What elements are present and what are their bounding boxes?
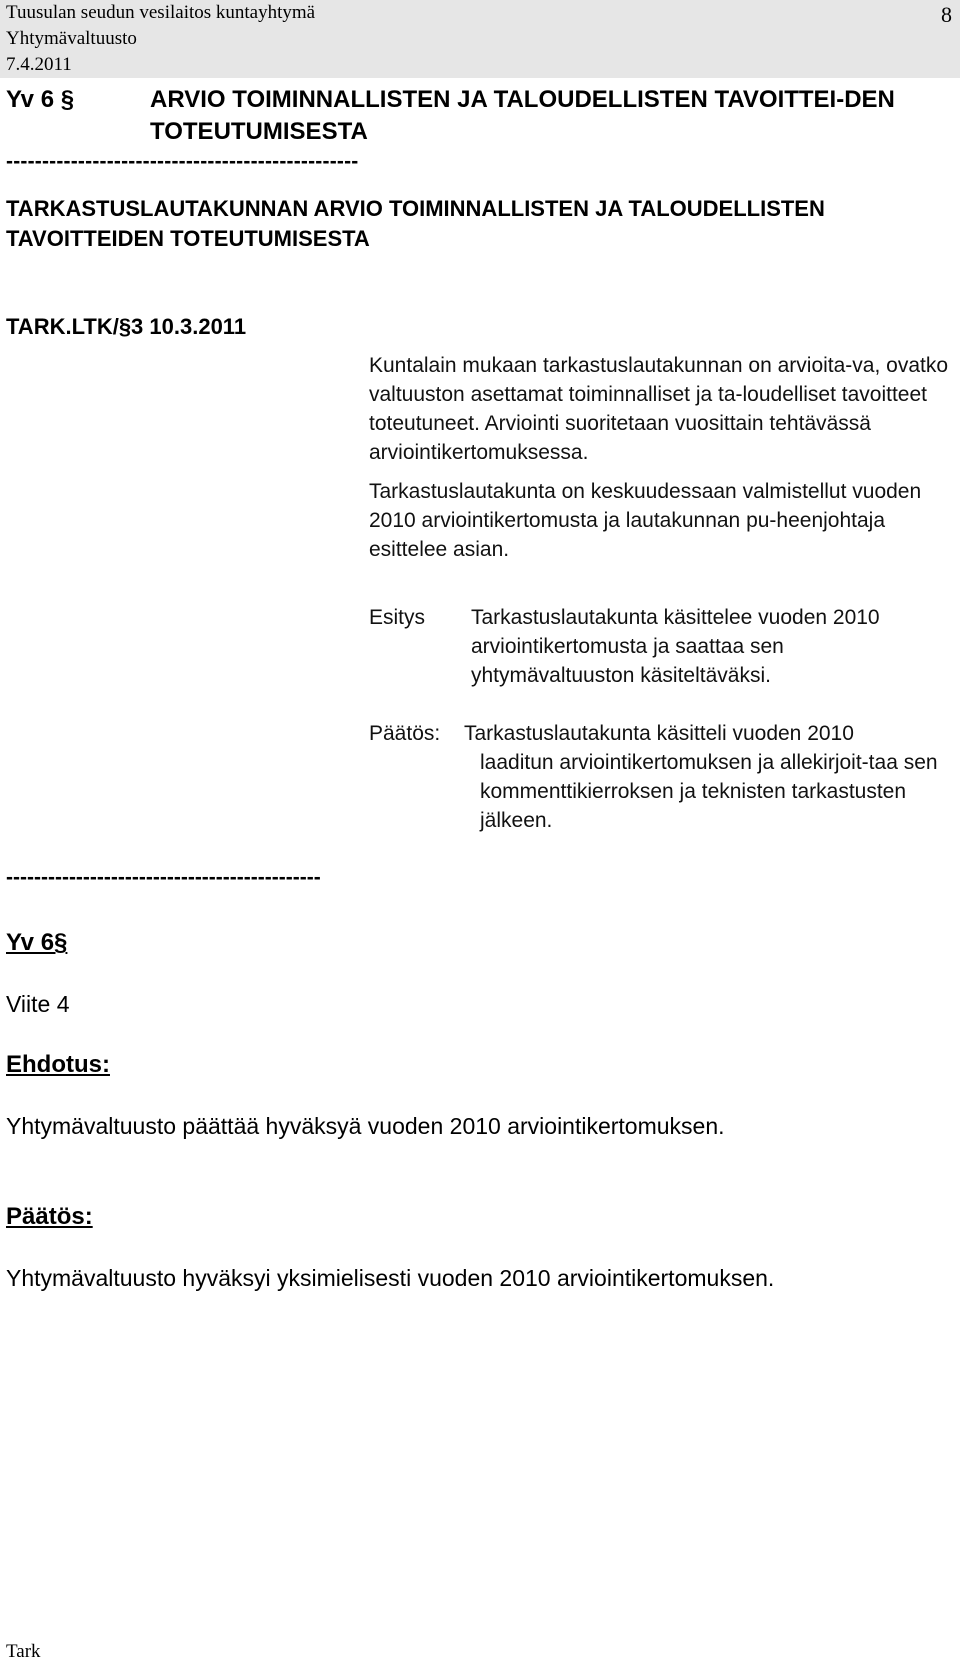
paragraph-valmistelu: Tarkastuslautakunta on keskuudessaan valmistellut vuoden 2010 arviointikertomusta ja lautakunnan pu-heenjohtaja esittelee asian. <box>369 480 922 561</box>
page-header <box>0 0 960 78</box>
meeting-reference: TARK.LTK/§3 10.3.2011 <box>6 314 247 339</box>
paatos-text-line1: Tarkastuslautakunta käsitteli vuoden 2010 <box>464 722 854 745</box>
paragraph-kuntalaki: Kuntalain mukaan tarkastuslautakunnan on arvioita-va, ovatko valtuuston asettamat toiminnalliset ja ta-loudelliset tavoitteet toteutuneet. Arviointi suoritetaan vuosittain tehtävässä arviointikertomuksessa. <box>369 354 949 464</box>
ehdotus-heading: Ehdotus: <box>6 1051 110 1078</box>
divider-bottom: --------------------------------------------- <box>6 866 321 889</box>
assembly-section-id <box>6 927 67 959</box>
divider-top: ------------------------------------------------- <box>6 150 359 173</box>
paatos-text <box>464 719 944 835</box>
ehdotus-text: Yhtymävaltuusto päättää hyväksyä vuoden 2010 arviointikertomuksen. <box>6 1113 725 1139</box>
viite-reference: Viite 4 <box>6 991 70 1017</box>
paatos-text-rest: laaditun arviointikertomuksen ja allekirjoit-taa sen kommenttikierroksen ja teknisten tarkastusten jälkeen. <box>480 751 938 832</box>
section-id: Yv 6 § <box>6 86 75 113</box>
esitys-label: Esitys <box>369 606 426 629</box>
section-title: ARVIO TOIMINNALLISTEN JA TALOUDELLISTEN TAVOITTEI-DEN TOTEUTUMISESTA <box>150 86 895 145</box>
page-number: 8 <box>941 2 952 27</box>
header-body: Yhtymävaltuusto <box>6 28 137 49</box>
paatos-decision-text: Yhtymävaltuusto hyväksyi yksimielisesti vuoden 2010 arviointikertomuksen. <box>6 1265 775 1291</box>
paatos-label: Päätös: <box>369 722 441 745</box>
paatos-heading: Päätös: <box>6 1203 93 1230</box>
assembly-section-id-text: Yv 6§ <box>6 929 68 956</box>
esitys-text: Tarkastuslautakunta käsittelee vuoden 2010 arviointikertomusta ja saattaa sen yhtymävaltuuston käsiteltäväksi. <box>471 606 880 687</box>
page-footer: Tark <box>6 1641 41 1662</box>
subsection-title: TARKASTUSLAUTAKUNNAN ARVIO TOIMINNALLISTEN JA TALOUDELLISTEN TAVOITTEIDEN TOTEUTUMISESTA <box>6 196 825 251</box>
header-organization: Tuusulan seudun vesilaitos kuntayhtymä <box>6 2 316 23</box>
header-date: 7.4.2011 <box>6 54 72 75</box>
